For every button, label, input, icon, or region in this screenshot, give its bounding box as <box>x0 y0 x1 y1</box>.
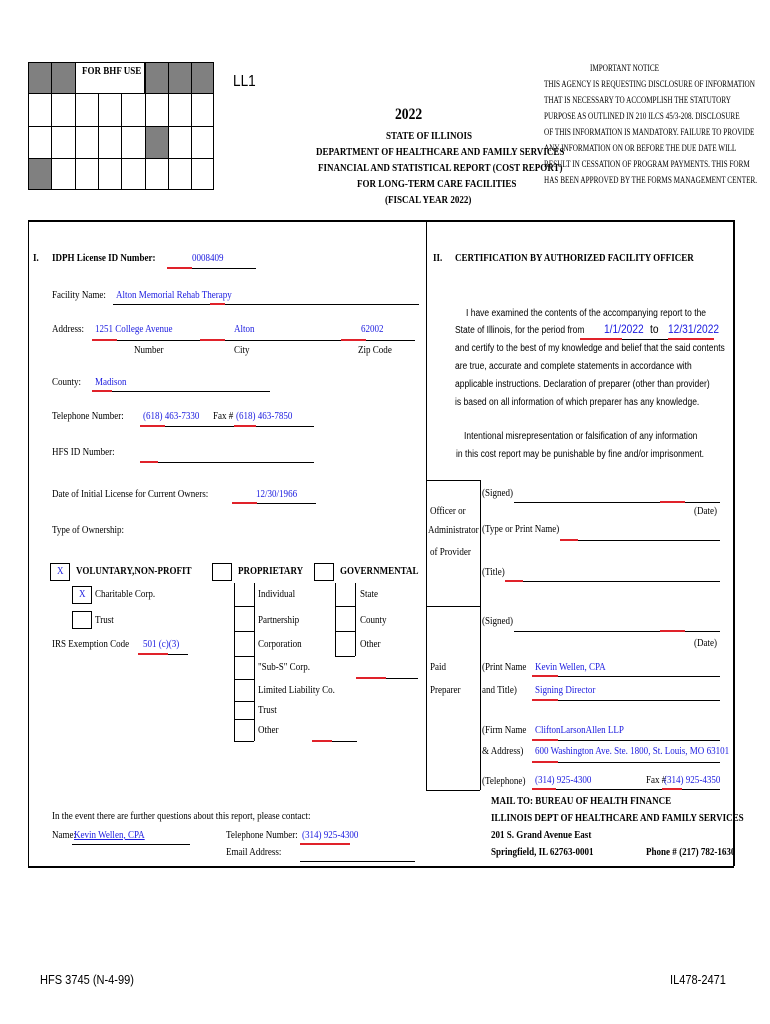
hfs-label: HFS ID Number: <box>52 446 115 458</box>
contact-email-label: Email Address: <box>226 846 282 858</box>
initial-license-value[interactable]: 12/30/1966 <box>256 488 298 500</box>
number-caption: Number <box>134 344 164 356</box>
zip-caption: Zip Code <box>358 344 392 356</box>
preparer-label: Preparer <box>430 684 461 696</box>
mail-street: 201 S. Grand Avenue East <box>491 829 592 841</box>
gov-other: Other <box>360 638 381 650</box>
ll1-code: LL1 <box>233 73 256 90</box>
prop-trust: Trust <box>258 704 277 716</box>
report-subtitle: FOR LONG-TERM CARE FACILITIES <box>357 178 517 190</box>
cert-line-5: applicable instructions. Declaration of preparer (other than provider) <box>455 379 710 390</box>
zip-value[interactable]: 62002 <box>361 323 384 335</box>
print-name-label: (Print Name <box>482 661 527 673</box>
mail-dept: ILLINOIS DEPT OF HEALTHCARE AND FAMILY SERVICES <box>491 812 744 824</box>
bhf-use-label: FOR BHF USE <box>82 65 142 77</box>
cert-line-3: and certify to the best of my knowledge and belief that the said contents <box>455 343 725 354</box>
irs-value[interactable]: 501 (c)(3) <box>143 638 180 650</box>
mail-phone: Phone # (217) 782-1630 <box>646 846 736 858</box>
address-label: Address: <box>52 323 85 335</box>
proprietary-checkbox[interactable] <box>212 563 232 581</box>
charitable-mark: X <box>79 588 86 600</box>
cert-line-6: is based on all information of which preparer has any knowledge. <box>455 397 700 408</box>
governmental-label: GOVERNMENTAL <box>340 565 419 577</box>
facility-value[interactable]: Alton Memorial Rehab Therapy <box>116 289 232 301</box>
report-title: FINANCIAL AND STATISTICAL REPORT (COST REPORT) <box>318 162 563 174</box>
firm-name-label: (Firm Name <box>482 724 527 736</box>
city-value[interactable]: Alton <box>234 323 255 335</box>
preparer-signed-label: (Signed) <box>482 615 514 627</box>
officer-title-label: (Title) <box>482 566 505 578</box>
prop-llc: Limited Liability Co. <box>258 684 335 696</box>
contact-note: In the event there are further questions about this report, please contact: <box>52 810 311 822</box>
form-code: IL478-2471 <box>670 972 726 987</box>
street-value[interactable]: 1251 College Avenue <box>95 323 173 335</box>
section-1-numeral: I. <box>33 252 39 264</box>
contact-name-value[interactable]: Kevin Wellen, CPA <box>74 829 145 841</box>
charitable-label: Charitable Corp. <box>95 588 156 600</box>
print-name-value[interactable]: Kevin Wellen, CPA <box>535 661 606 673</box>
and-title-value[interactable]: Signing Director <box>535 684 596 696</box>
gov-state: State <box>360 588 379 600</box>
period-from[interactable]: 1/1/2022 <box>604 322 644 336</box>
and-title-label: and Title) <box>482 684 517 696</box>
prop-sub-s: "Sub-S" Corp. <box>258 661 310 673</box>
prop-partnership: Partnership <box>258 614 300 626</box>
period-to-word: to <box>650 322 659 336</box>
preparer-telephone-value[interactable]: (314) 925-4300 <box>535 774 592 786</box>
prop-corporation: Corporation <box>258 638 302 650</box>
trust-label: Trust <box>95 614 114 626</box>
preparer-telephone-label: (Telephone) <box>482 775 526 787</box>
officer-label-1: Officer or <box>430 505 466 517</box>
firm-name-value[interactable]: CliftonLarsonAllen LLP <box>535 724 624 736</box>
officer-label-3: of Provider <box>430 546 471 558</box>
paid-label: Paid <box>430 661 447 673</box>
preparer-date-label: (Date) <box>694 637 718 649</box>
prop-individual: Individual <box>258 588 296 600</box>
officer-signed-label: (Signed) <box>482 487 514 499</box>
license-value[interactable]: 0008409 <box>192 252 224 264</box>
preparer-fax-label: Fax # <box>646 774 667 786</box>
officer-date-label: (Date) <box>694 505 718 517</box>
officer-label-2: Administrator <box>428 524 479 536</box>
preparer-fax-value[interactable]: (314) 925-4350 <box>664 774 721 786</box>
voluntary-label: VOLUNTARY,NON-PROFIT <box>76 565 192 577</box>
fiscal-year: (FISCAL YEAR 2022) <box>385 194 472 206</box>
fax-label: Fax # <box>213 410 234 422</box>
warn-line-2: in this cost report may be punishable by fine and/or imprisonment. <box>456 449 705 460</box>
officer-print-name-label: (Type or Print Name) <box>482 523 560 535</box>
department-title: DEPARTMENT OF HEALTHCARE AND FAMILY SERVICES <box>316 146 565 158</box>
city-caption: City <box>234 344 250 356</box>
prop-other: Other <box>258 724 279 736</box>
proprietary-label: PROPRIETARY <box>238 565 304 577</box>
license-label: IDPH License ID Number: <box>52 252 156 264</box>
form-id: HFS 3745 (N-4-99) <box>40 972 134 987</box>
cert-line-2: State of Illinois, for the period from <box>455 325 585 336</box>
irs-label: IRS Exemption Code <box>52 638 130 650</box>
contact-phone-label: Telephone Number: <box>226 829 298 841</box>
governmental-checkbox[interactable] <box>314 563 334 581</box>
mail-to: MAIL TO: BUREAU OF HEALTH FINANCE <box>491 795 672 807</box>
report-year: 2022 <box>395 106 423 123</box>
trust-checkbox[interactable] <box>72 611 92 629</box>
phone-label: Telephone Number: <box>52 410 124 422</box>
ownership-label: Type of Ownership: <box>52 524 125 536</box>
period-to[interactable]: 12/31/2022 <box>668 322 720 336</box>
contact-phone-value[interactable]: (314) 925-4300 <box>302 829 359 841</box>
cert-line-1: I have examined the contents of the accompanying report to the <box>466 308 707 319</box>
initial-license-label: Date of Initial License for Current Owners: <box>52 488 209 500</box>
gov-county: County <box>360 614 387 626</box>
phone-value[interactable]: (618) 463-7330 <box>143 410 200 422</box>
state-title: STATE OF ILLINOIS <box>386 130 473 142</box>
firm-address-value[interactable]: 600 Washington Ave. Ste. 1800, St. Louis, MO 63101 <box>535 745 730 757</box>
voluntary-mark: X <box>57 565 64 577</box>
warn-line-1: Intentional misrepresentation or falsification of any information <box>464 431 698 442</box>
section-2-title: CERTIFICATION BY AUTHORIZED FACILITY OFFICER <box>455 252 694 264</box>
contact-name-label: Name: <box>52 829 77 841</box>
county-label: County: <box>52 376 82 388</box>
facility-label: Facility Name: <box>52 289 106 301</box>
cert-line-4: are true, accurate and complete statements in accordance with <box>455 361 692 372</box>
fax-value[interactable]: (618) 463-7850 <box>236 410 293 422</box>
county-value[interactable]: Madison <box>95 376 127 388</box>
mail-city: Springfield, IL 62763-0001 <box>491 846 594 858</box>
section-2-numeral: II. <box>433 252 443 264</box>
firm-address-label: & Address) <box>482 745 524 757</box>
